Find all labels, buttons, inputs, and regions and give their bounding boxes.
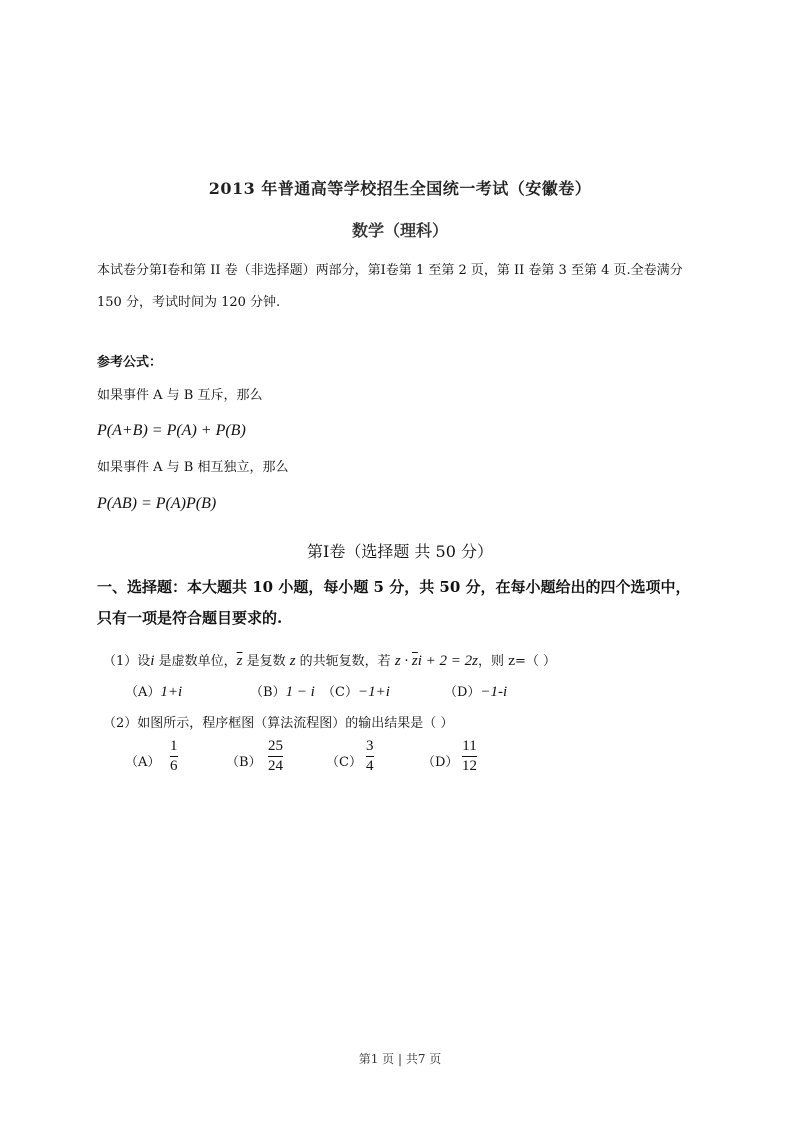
q1-option-b-label: （B） [250, 685, 286, 700]
exam-title: 2013 年普通高等学校招生全国统一考试（安徽卷） [208, 179, 592, 198]
formula-equation-2: P(AB) = P(A)P(B) [97, 495, 217, 512]
q2-option-b-label: （B） [226, 755, 262, 770]
q1-eq-a: z · [394, 653, 412, 669]
section-title: 第I卷（选择题 共 50 分） [307, 542, 493, 561]
intro-line-2: 150 分，考试时间为 120 分钟. [97, 295, 281, 310]
q1-zbar: $\overline{z}$ [236, 653, 243, 669]
q2-option-a-fraction [170, 738, 178, 775]
q2-option-a-label: （A） [125, 755, 161, 770]
q2-option-d-label: （D） [422, 755, 459, 770]
q2-option-b-num: 25 [268, 738, 283, 754]
q2-option-a-num: 1 [170, 738, 178, 754]
exam-subtitle: 数学（理科） [351, 221, 448, 240]
q2-option-c-den: 4 [366, 758, 374, 774]
section-instruction-2: 只有一项是符合题目要求的. [97, 609, 283, 627]
q2-option-c-num: 3 [366, 738, 374, 754]
q1-text-4: ，则 z=（ ） [478, 654, 557, 669]
q1-option-a-label: （A） [125, 685, 161, 700]
formula-condition-2: 如果事件 A 与 B 相互独立，那么 [97, 460, 289, 475]
section-instruction-1: 一、选择题：本大题共 10 小题，每小题 5 分，共 50 分，在每小题给出的四个选项中， [97, 578, 691, 596]
formula-equation-1: P(A+B) = P(A) + P(B) [97, 422, 246, 439]
q1-i: i [150, 653, 155, 669]
q2-option-d-num: 11 [462, 738, 477, 754]
q1-option-d-value: −1-i [480, 684, 508, 700]
question-1-stem [103, 650, 556, 670]
q1-option-c [322, 681, 390, 701]
q1-option-d-label: （D） [444, 685, 481, 700]
q1-z: z [289, 653, 296, 669]
q1-eq-zbar: $\overline{z}$ [411, 653, 418, 669]
q2-option-b-fraction [268, 738, 283, 775]
q1-option-a-value: 1+i [160, 684, 183, 700]
q1-eq-b: i + 2 = 2z [417, 653, 478, 669]
q1-prefix: （1）设 [103, 654, 151, 669]
q1-text-1: 是虚数单位， [154, 654, 237, 669]
q2-option-b-den: 24 [268, 758, 283, 774]
q1-option-a [125, 681, 182, 701]
formula-heading: 参考公式： [97, 355, 163, 370]
q1-option-c-value: −1+i [357, 684, 390, 700]
q1-text-2: 是复数 [242, 654, 290, 669]
q1-option-c-label: （C） [322, 685, 358, 700]
q1-option-b [250, 681, 315, 701]
q1-option-b-value: 1 − i [285, 684, 315, 700]
q2-option-a-den: 6 [170, 758, 178, 774]
q1-text-3: 的共轭复数，若 [295, 654, 395, 669]
page-footer: 第1 页 | 共7 页 [358, 1052, 442, 1066]
question-2-stem: （2）如图所示，程序框图（算法流程图）的输出结果是（ ） [103, 716, 454, 731]
q2-option-d-den: 12 [462, 758, 477, 774]
q2-option-c-fraction [366, 738, 374, 775]
q2-option-c-label: （C） [326, 755, 362, 770]
q1-option-d [444, 681, 507, 701]
q2-option-d-fraction [462, 738, 477, 775]
formula-condition-1: 如果事件 A 与 B 互斥，那么 [97, 388, 263, 403]
intro-line-1: 本试卷分第I卷和第 II 卷（非选择题）两部分，第I卷第 1 至第 2 页，第 II 卷第 3 至第 4 页.全卷满分 [97, 263, 683, 278]
